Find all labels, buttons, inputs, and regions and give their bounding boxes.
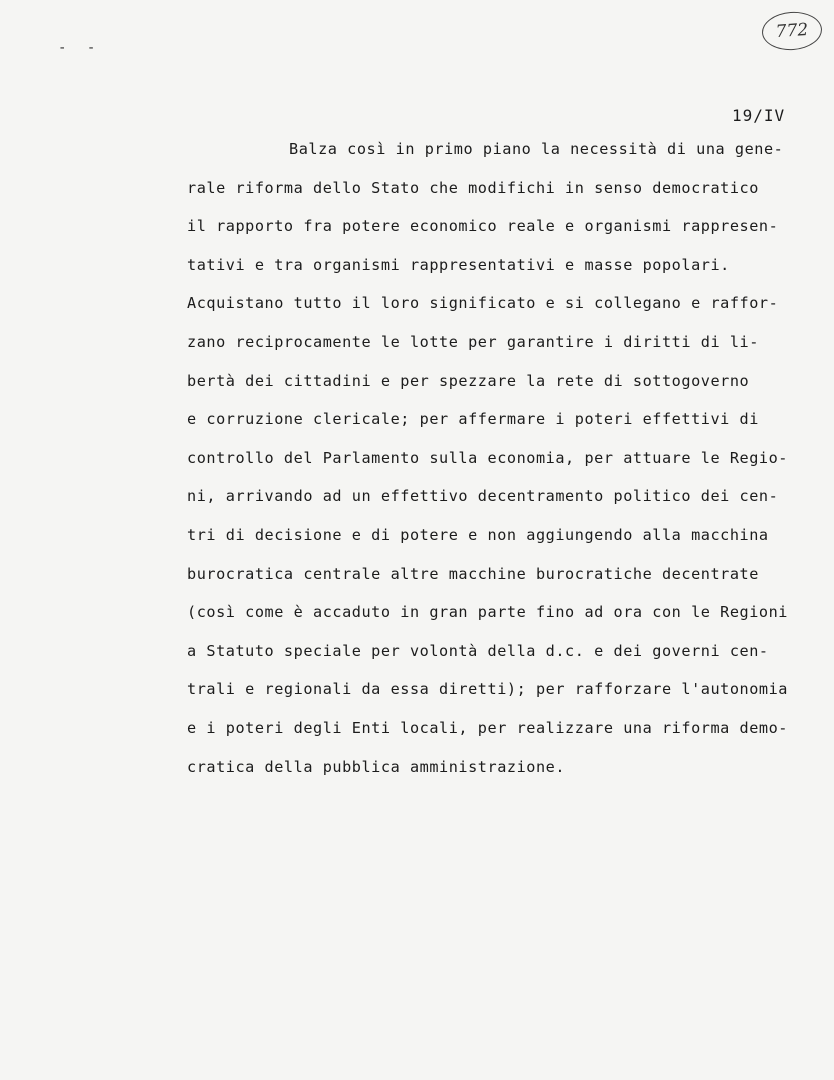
archive-stamp-number: 772 xyxy=(775,19,809,43)
text-line: Balza così in primo piano la necessità di una gene- xyxy=(289,140,784,158)
text-line: rale riforma dello Stato che modifichi in senso democratico xyxy=(187,178,759,197)
margin-marks: - - xyxy=(58,40,102,56)
text-line: burocratica centrale altre macchine burocratiche decentrate xyxy=(187,564,759,583)
text-line: il rapporto fra potere economico reale e organismi rappresen- xyxy=(187,217,779,236)
text-line: tri di decisione e di potere e non aggiungendo alla macchina xyxy=(187,525,769,544)
page-number: 19/IV xyxy=(732,106,786,125)
text-line: e corruzione clericale; per affermare i poteri effettivi di xyxy=(187,410,759,429)
body-paragraph xyxy=(187,130,807,786)
text-line: trali e regionali da essa diretti); per rafforzare l'autonomia xyxy=(187,680,789,699)
text-line: controllo del Parlamento sulla economia, per attuare le Regio- xyxy=(187,448,789,467)
text-line: bertà dei cittadini e per spezzare la rete di sottogoverno xyxy=(187,371,750,390)
text-line: zano reciprocamente le lotte per garantire i diritti di li- xyxy=(187,332,759,351)
text-line: tativi e tra organismi rappresentativi e masse popolari. xyxy=(187,255,730,274)
archive-stamp xyxy=(761,10,824,52)
text-line: cratica della pubblica amministrazione. xyxy=(187,757,566,776)
text-line: ni, arrivando ad un effettivo decentramento politico dei cen- xyxy=(187,487,779,506)
text-line: (così come è accaduto in gran parte fino ad ora con le Regioni xyxy=(187,603,789,622)
text-line: Acquistano tutto il loro significato e si collegano e raffor- xyxy=(187,294,779,313)
text-line: e i poteri degli Enti locali, per realizzare una riforma demo- xyxy=(187,718,789,737)
text-line: a Statuto speciale per volontà della d.c. e dei governi cen- xyxy=(187,641,769,660)
